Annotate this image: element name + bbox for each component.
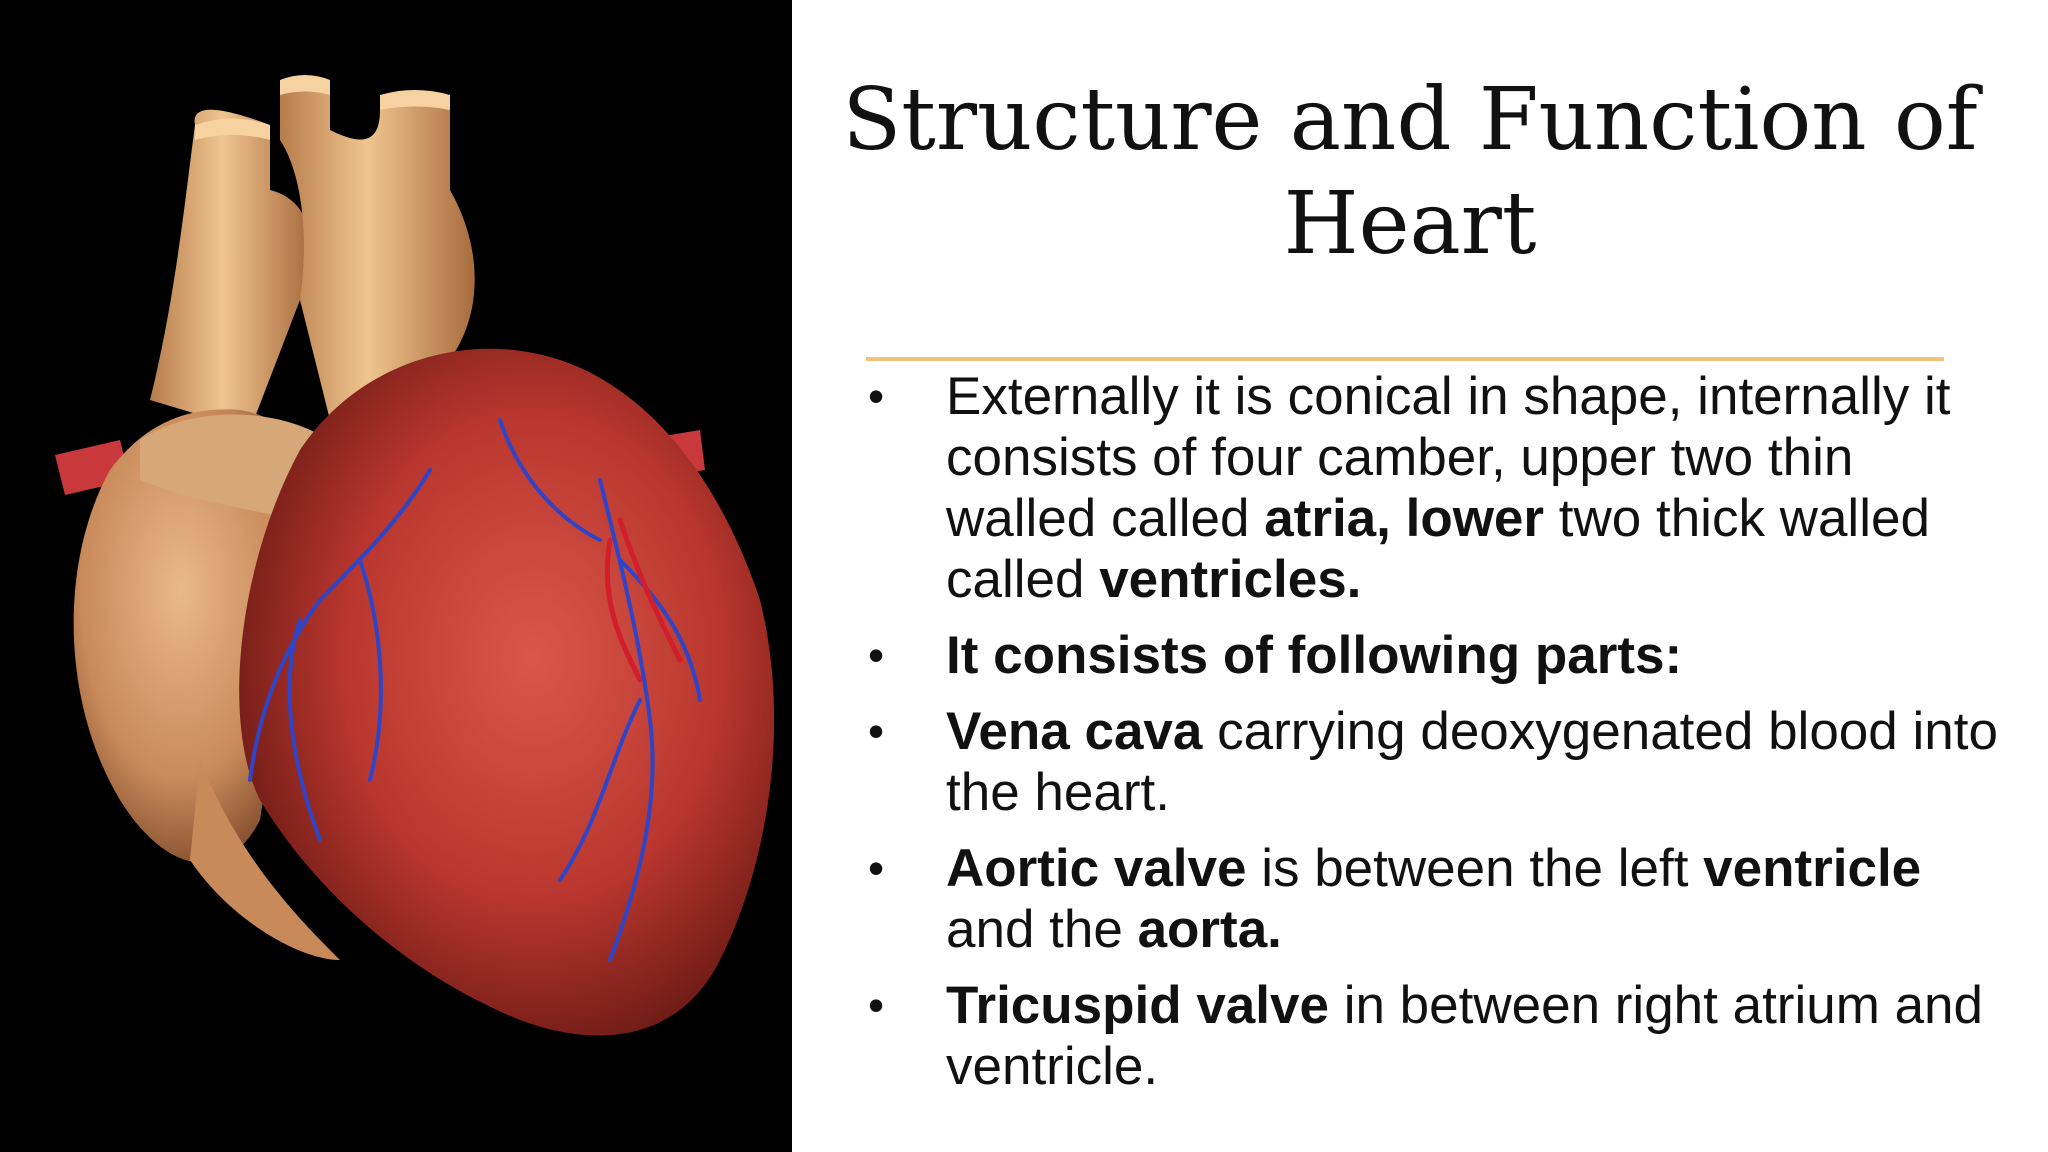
bullet-text: and the (946, 900, 1138, 959)
heart-image (0, 0, 792, 1152)
bullet-item (866, 975, 2016, 1097)
bullet-text-bold: Tricuspid valve (946, 976, 1329, 1035)
bullet-text-bold: ventricles. (1099, 550, 1362, 609)
bullet-item (866, 625, 2016, 686)
bullet-dot-icon: • (868, 629, 885, 681)
bullet-text (1391, 489, 1406, 548)
title-divider (866, 357, 1944, 361)
slide-title: Structure and Function of Heart (842, 70, 1978, 274)
bullet-text-bold: atria, (1264, 489, 1391, 548)
bullet-text: carrying deoxygenated blood into the heart. (946, 702, 1998, 822)
bullet-text-bold: Vena cava (946, 702, 1203, 761)
bullet-text: two thick walled called (946, 489, 1930, 609)
bullet-dot-icon: • (868, 705, 885, 757)
bullet-dot-icon: • (868, 842, 885, 894)
bullet-text-bold: lower (1405, 489, 1545, 548)
bullet-item (866, 701, 2016, 823)
bullet-list (866, 366, 2016, 1112)
bullet-text-bold: ventricle (1703, 839, 1922, 898)
bullet-dot-icon: • (868, 979, 885, 1031)
heart-illustration (0, 0, 792, 1152)
bullet-text: is between the left (1246, 839, 1704, 898)
bullet-item (866, 366, 2016, 610)
bullet-text: Externally it is conical in shape, internally it consists of four camber, upper two thin walled called (946, 367, 1951, 548)
bullet-item (866, 838, 2016, 960)
bullet-text-bold: Aortic valve (946, 839, 1247, 898)
bullet-text-bold: It consists of following parts: (946, 626, 1683, 685)
bullet-text: in between right atrium and ventricle. (946, 976, 1984, 1096)
bullet-text-bold: aorta. (1137, 900, 1282, 959)
bullet-dot-icon: • (868, 370, 885, 422)
